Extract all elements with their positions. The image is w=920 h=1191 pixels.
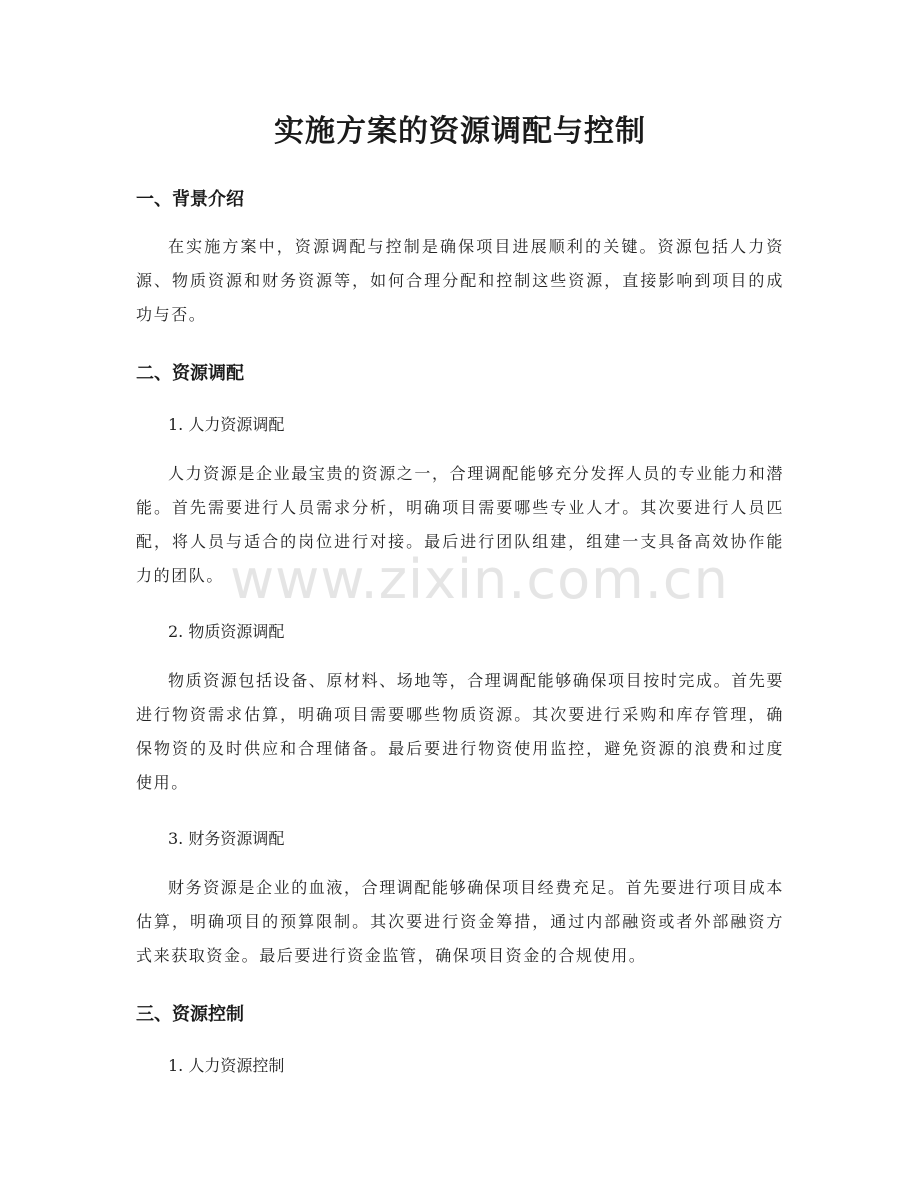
paragraph-material-allocation: 物质资源包括设备、原材料、场地等，合理调配能够确保项目按时完成。首先要进行物资需求估算，明确项目需要哪些物质资源。其次要进行采购和库存管理，确保物资的及时供应和合理储备。最后要进行物资使用监控，避免资源的浪费和过度使用。 bbox=[136, 671, 785, 792]
subheading-hr-control: 1. 人力资源控制 bbox=[168, 1056, 285, 1075]
subheading-hr-allocation: 1. 人力资源调配 bbox=[168, 415, 285, 434]
paragraph-background: 在实施方案中，资源调配与控制是确保项目进展顺利的关键。资源包括人力资源、物质资源和财务资源等，如何合理分配和控制这些资源，直接影响到项目的成功与否。 bbox=[136, 237, 784, 324]
watermark: www.zixin.com.cn bbox=[230, 548, 729, 611]
subheading-material-allocation: 2. 物质资源调配 bbox=[168, 622, 285, 641]
paragraph-finance-allocation: 财务资源是企业的血液，合理调配能够确保项目经费充足。首先要进行项目成本估算，明确项目的预算限制。其次要进行资金筹措，通过内部融资或者外部融资方式来获取资金。最后要进行资金监管，确保项目资金的合规使用。 bbox=[136, 878, 785, 965]
paragraph-hr-allocation: 人力资源是企业最宝贵的资源之一，合理调配能够充分发挥人员的专业能力和潜能。首先需要进行人员需求分析，明确项目需要哪些专业人才。其次要进行人员匹配，将人员与适合的岗位进行对接。最后进行团队组建，组建一支具备高效协作能力的团队。 bbox=[136, 464, 785, 585]
subheading-finance-allocation: 3. 财务资源调配 bbox=[168, 829, 285, 848]
section-heading-control: 三、资源控制 bbox=[136, 1004, 244, 1025]
document-title: 实施方案的资源调配与控制 bbox=[274, 114, 646, 149]
section-heading-background: 一、背景介绍 bbox=[136, 189, 244, 210]
section-heading-allocation: 二、资源调配 bbox=[136, 363, 244, 384]
